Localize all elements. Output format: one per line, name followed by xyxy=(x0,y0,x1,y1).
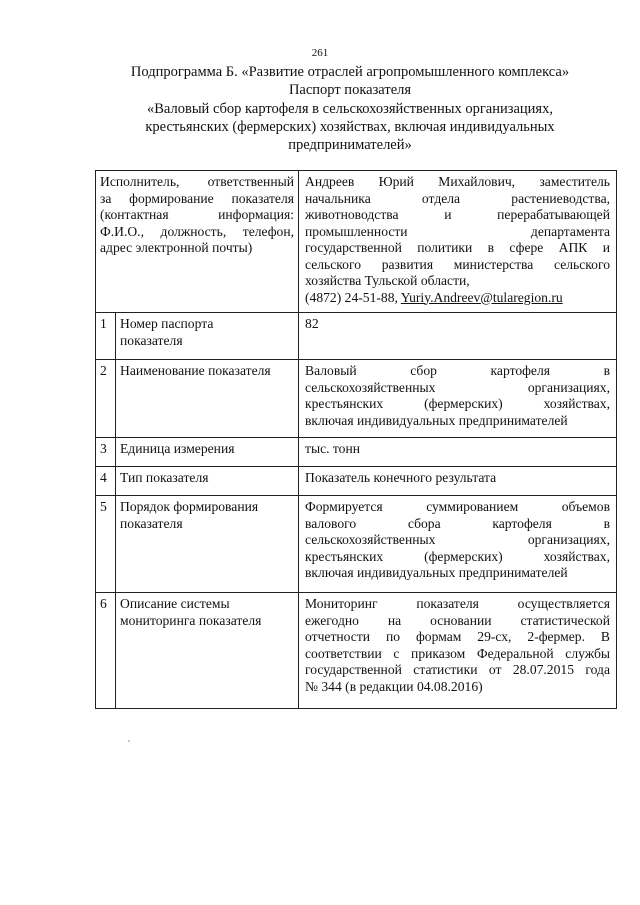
row-value-line: 82 xyxy=(305,316,319,331)
row-value-line: отчетности по формам 29-сх, 2-фермер. В xyxy=(305,629,610,644)
table-row xyxy=(96,593,617,709)
row-number: 5 xyxy=(96,496,116,593)
row-number: 1 xyxy=(96,313,116,360)
row-label xyxy=(116,313,299,360)
row-value xyxy=(299,438,617,467)
executor-label-line: за формирование показателя xyxy=(100,190,295,206)
row-label-line: Номер паспорта xyxy=(120,316,214,331)
row-value xyxy=(299,496,617,593)
row-value-line: включая индивидуальных предпринимателей xyxy=(305,412,568,428)
row-value-line: крестьянских (фермерских) хозяйствах, xyxy=(305,396,610,411)
row-label-line: показателя xyxy=(120,515,183,531)
row-value-line: Мониторинг показателя осуществляется xyxy=(305,596,610,611)
row-value-line: сельскохозяйственных организациях, xyxy=(305,532,610,547)
executor-value-cell xyxy=(299,171,617,313)
row-label-line: Наименование показателя xyxy=(120,363,271,378)
row-value-line: включая индивидуальных предпринимателей xyxy=(305,565,568,580)
executor-label-line: Ф.И.О., должность, телефон, xyxy=(100,223,295,239)
executor-email-link[interactable]: Yuriy.Andreev@tularegion.ru xyxy=(400,289,563,305)
row-label xyxy=(116,360,299,438)
executor-label-line: адрес электронной почты) xyxy=(100,240,253,255)
subprogram-title: Подпрограмма Б. «Развитие отраслей агропромышленного комплекса» xyxy=(130,64,570,80)
row-value-line: тыс. тонн xyxy=(305,441,361,456)
row-value-line: Показатель конечного результата xyxy=(305,470,497,485)
row-label xyxy=(116,467,299,496)
executor-row xyxy=(96,171,617,313)
row-label-line: мониторинга показателя xyxy=(120,612,262,628)
indicator-title-line: предпринимателей» xyxy=(288,137,412,154)
row-value-line: крестьянских (фермерских) хозяйствах, xyxy=(305,548,610,564)
row-value-line: № 344 (в редакции 04.08.2016) xyxy=(305,678,483,694)
row-label-line: Единица измерения xyxy=(120,441,235,456)
indicator-title-line: крестьянских (фермерских) хозяйствах, включая индивидуальных xyxy=(145,118,555,135)
row-value-line: сельскохозяйственных организациях, xyxy=(305,379,610,395)
table-row xyxy=(96,360,617,438)
row-label xyxy=(116,438,299,467)
executor-value-line: государственной политики в сфере АПК и xyxy=(305,240,610,255)
row-number: 4 xyxy=(96,467,116,496)
executor-value-line: Андреев Юрий Михайлович, заместитель xyxy=(305,174,610,189)
table-row xyxy=(96,467,617,496)
table-row xyxy=(96,438,617,467)
row-number: 3 xyxy=(96,438,116,467)
document-heading xyxy=(60,63,640,154)
executor-value-line: животноводства и перерабатывающей xyxy=(305,207,610,222)
row-value-line: валового сбора картофеля в xyxy=(305,515,610,531)
executor-value-line: сельского развития министерства сельского xyxy=(305,256,610,272)
passport-title: Паспорт показателя xyxy=(288,82,412,99)
row-value-line: ежегодно на основании статистической xyxy=(305,612,610,628)
row-value-line: Валовый сбор картофеля в xyxy=(305,363,610,378)
executor-contact-line xyxy=(305,290,610,307)
row-value xyxy=(299,360,617,438)
row-value-line: соответствии с приказом Федеральной службы xyxy=(305,645,610,661)
indicator-title-line: «Валовый сбор картофеля в сельскохозяйственных организациях, xyxy=(147,100,553,117)
scan-speck xyxy=(128,740,130,742)
row-label xyxy=(116,496,299,593)
row-label xyxy=(116,593,299,709)
row-label-line: Тип показателя xyxy=(120,470,209,485)
table-row xyxy=(96,496,617,593)
row-number: 2 xyxy=(96,360,116,438)
page-number: 261 xyxy=(311,47,329,59)
row-value-line: Формируется суммированием объемов xyxy=(305,499,610,514)
executor-phone: (4872) 24-51-88, xyxy=(305,289,398,305)
row-number: 6 xyxy=(96,593,116,709)
executor-label-line: (контактная информация: xyxy=(100,207,295,222)
row-label-line: показателя xyxy=(120,332,183,348)
executor-label-line: Исполнитель, ответственный xyxy=(100,174,295,189)
executor-value-line: начальника отдела растениеводства, xyxy=(305,190,610,206)
row-value xyxy=(299,467,617,496)
table-row xyxy=(96,313,617,360)
row-value xyxy=(299,313,617,360)
executor-value-line: промышленности департамента xyxy=(305,223,610,239)
passport-table xyxy=(95,170,617,709)
executor-value-line: хозяйства Тульской области, xyxy=(305,273,470,288)
row-value-line: государственной статистики от 28.07.2015 года xyxy=(305,662,610,677)
row-label-line: Порядок формирования xyxy=(120,499,259,514)
row-label-line: Описание системы xyxy=(120,596,230,611)
executor-label-cell xyxy=(96,171,299,313)
row-value xyxy=(299,593,617,709)
